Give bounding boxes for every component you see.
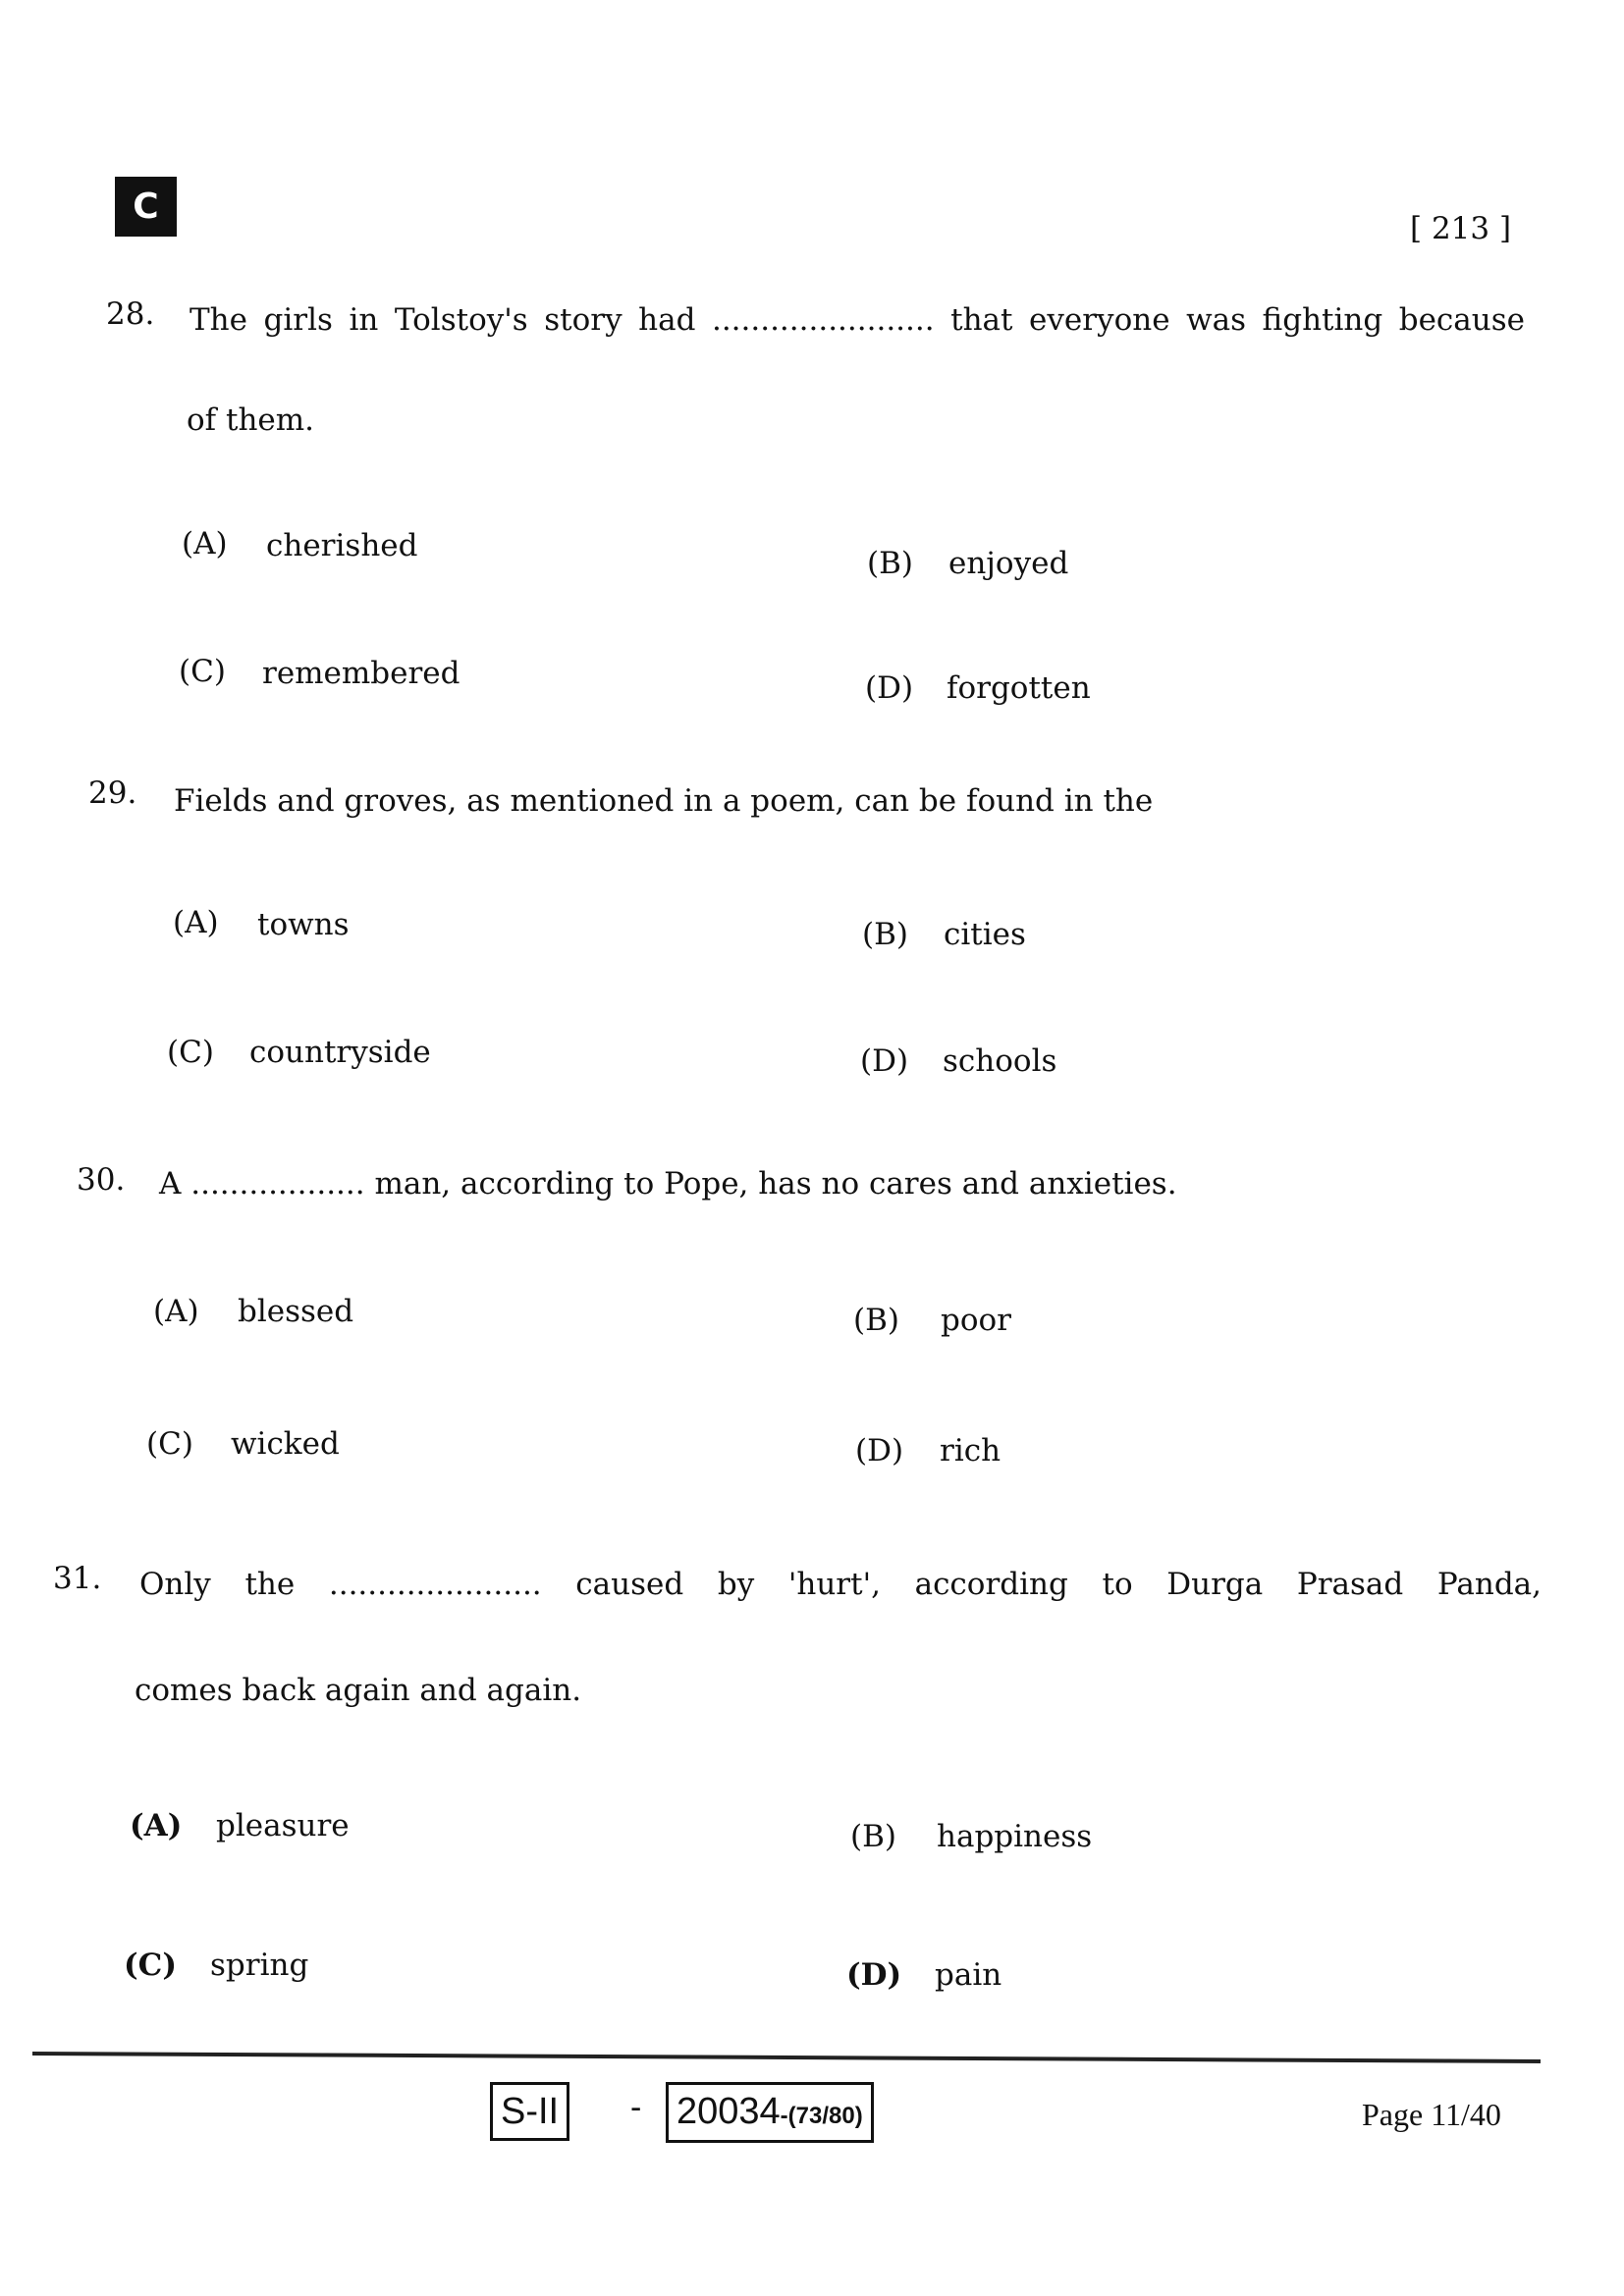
option-text: countryside xyxy=(249,1035,431,1070)
question-number: 31. xyxy=(53,1561,102,1596)
option-label: (C) xyxy=(146,1426,193,1462)
footer-dash: - xyxy=(630,2089,642,2126)
option-label: (A) xyxy=(182,526,228,561)
option-text: pleasure xyxy=(216,1808,350,1843)
option-text: cities xyxy=(944,917,1026,952)
option-text: blessed xyxy=(238,1294,354,1329)
option-label: (A) xyxy=(130,1808,183,1843)
question-code: [ 213 ] xyxy=(1410,211,1512,246)
question-number: 29. xyxy=(88,775,137,811)
option-label: (C) xyxy=(179,654,226,689)
option-text: rich xyxy=(940,1433,1001,1468)
paper-code: 20034 xyxy=(677,2091,781,2132)
option-text: schools xyxy=(943,1043,1057,1079)
question-text-cont: of them. xyxy=(187,402,315,438)
series-box: S-II xyxy=(490,2082,569,2141)
option-label: (D) xyxy=(865,670,914,706)
option-text: poor xyxy=(941,1303,1011,1338)
option-label: (B) xyxy=(862,917,908,952)
option-text: cherished xyxy=(266,528,418,563)
set-label-badge: C xyxy=(115,177,177,237)
question-number: 30. xyxy=(77,1162,126,1198)
option-text: pain xyxy=(935,1957,1002,1993)
option-label: (A) xyxy=(173,905,219,940)
question-text-cont: comes back again and again. xyxy=(135,1673,582,1708)
option-text: happiness xyxy=(937,1819,1093,1854)
option-text: spring xyxy=(210,1948,309,1983)
footer-divider xyxy=(32,2052,1541,2063)
option-label: (D) xyxy=(860,1043,909,1079)
option-text: wicked xyxy=(231,1426,340,1462)
question-text: A .................. man, according to Pope, has no cares and anxieties. xyxy=(159,1166,1177,1201)
question-text: Fields and groves, as mentioned in a poem, can be found in the xyxy=(174,783,1154,819)
page-number: Page 11/40 xyxy=(1362,2097,1501,2132)
question-number: 28. xyxy=(106,296,155,332)
question-text: Only the ...................... caused by 'hurt', according to Durga Prasad Panda, xyxy=(139,1567,1542,1602)
option-text: remembered xyxy=(262,656,460,691)
option-label: (A) xyxy=(153,1294,199,1329)
option-label: (D) xyxy=(855,1433,904,1468)
option-label: (C) xyxy=(167,1035,214,1070)
paper-code-sub: -(73/80) xyxy=(780,2103,863,2129)
option-label: (B) xyxy=(853,1303,899,1338)
option-label: (C) xyxy=(124,1948,178,1983)
option-text: forgotten xyxy=(947,670,1091,706)
option-text: enjoyed xyxy=(948,546,1069,581)
option-label-marked: (D) xyxy=(846,1957,902,1993)
question-text: The girls in Tolstoy's story had ....................... that everyone was fighting because xyxy=(189,302,1525,338)
option-label: (B) xyxy=(867,546,913,581)
option-text: towns xyxy=(257,907,350,942)
paper-code-box xyxy=(666,2082,874,2143)
option-label: (B) xyxy=(850,1819,896,1854)
